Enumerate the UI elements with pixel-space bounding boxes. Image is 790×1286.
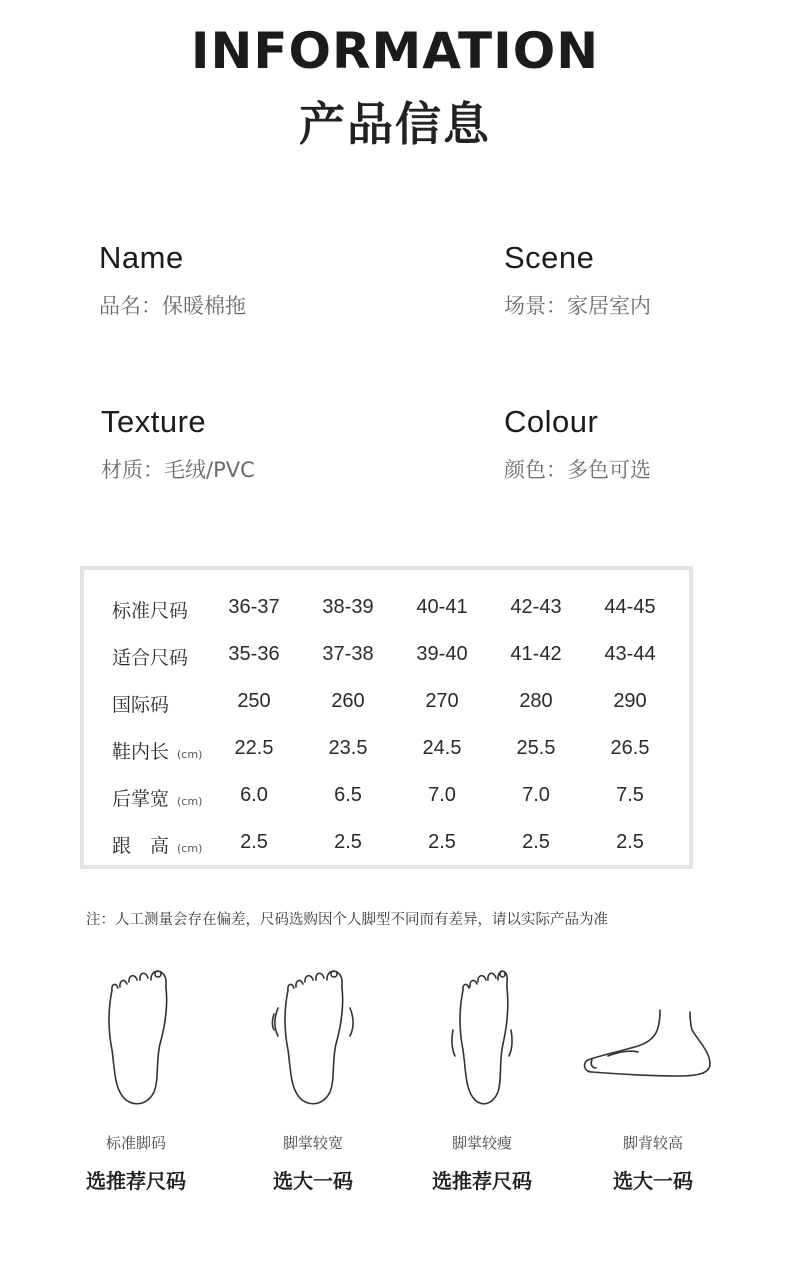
size-table — [80, 566, 693, 869]
size-cell: 23.5 — [328, 737, 368, 759]
size-cell: 2.5 — [428, 831, 456, 853]
size-cell: 2.5 — [522, 831, 550, 853]
size-cell: 44-45 — [604, 596, 656, 618]
foot-desc: 脚背较高 — [622, 1134, 683, 1152]
size-cell: 2.5 — [616, 831, 644, 853]
size-row-inner-length — [84, 737, 689, 767]
page-title-zh: 产品信息 — [299, 97, 491, 151]
size-row-fit — [84, 643, 689, 673]
foot-desc: 标准脚码 — [105, 1134, 166, 1152]
size-cell: 40-41 — [416, 596, 468, 618]
foot-advice: 选大一码 — [273, 1169, 353, 1193]
size-cell: 38-39 — [322, 596, 374, 618]
size-row-label: 标准尺码 — [112, 600, 189, 622]
info-scene-heading: Scene — [504, 240, 595, 275]
size-cell: 37-38 — [322, 643, 374, 665]
info-texture-heading: Texture — [101, 404, 207, 439]
foot-high-instep — [578, 960, 728, 1194]
size-row-label: 跟 高 (cm) — [112, 835, 203, 857]
info-colour-heading: Colour — [504, 404, 599, 439]
size-row-label: 后掌宽 (cm) — [112, 788, 203, 810]
foot-wide — [243, 960, 383, 1194]
size-cell: 43-44 — [604, 643, 656, 665]
size-cell: 290 — [613, 690, 647, 712]
size-cell: 25.5 — [516, 737, 556, 759]
foot-desc: 脚掌较瘦 — [451, 1134, 512, 1152]
info-scene — [504, 240, 651, 320]
size-cell: 26.5 — [610, 737, 650, 759]
foot-advice: 选大一码 — [613, 1169, 693, 1193]
standard-foot-icon — [96, 960, 176, 1110]
high-instep-foot-icon — [578, 960, 728, 1110]
page-title-en: INFORMATION — [190, 22, 600, 80]
size-unit: (cm) — [177, 795, 203, 808]
size-cell: 35-36 — [228, 643, 280, 665]
info-name-value: 品名：保暖棉拖 — [99, 294, 246, 318]
foot-advice: 选推荐尺码 — [432, 1169, 532, 1193]
info-name-heading: Name — [99, 240, 184, 275]
size-unit: (cm) — [177, 748, 203, 761]
size-cell: 36-37 — [228, 596, 280, 618]
measurement-note: 注：人工测量会存在偏差，尺码选购因个人脚型不同而有差异，请以实际产品为准 — [86, 912, 608, 928]
size-cell: 250 — [237, 690, 271, 712]
size-cell: 6.5 — [334, 784, 362, 806]
foot-desc: 脚掌较宽 — [282, 1134, 343, 1152]
size-cell: 22.5 — [234, 737, 274, 759]
size-cell: 280 — [519, 690, 553, 712]
size-cell: 39-40 — [416, 643, 468, 665]
size-cell: 7.0 — [428, 784, 456, 806]
size-row-international — [84, 690, 689, 720]
size-row-heel-height — [84, 831, 689, 861]
info-name — [99, 240, 246, 320]
size-cell: 24.5 — [422, 737, 462, 759]
size-cell: 7.0 — [522, 784, 550, 806]
size-unit: (cm) — [177, 842, 203, 855]
size-cell: 260 — [331, 690, 365, 712]
size-cell: 6.0 — [240, 784, 268, 806]
size-row-label: 适合尺码 — [112, 647, 189, 669]
narrow-foot-icon — [437, 960, 527, 1110]
size-row-label: 国际码 — [112, 694, 170, 716]
wide-foot-icon — [268, 960, 358, 1110]
size-cell: 7.5 — [616, 784, 644, 806]
foot-narrow — [412, 960, 552, 1194]
size-cell: 42-43 — [510, 596, 562, 618]
foot-advice: 选推荐尺码 — [86, 1169, 186, 1193]
size-cell: 270 — [425, 690, 459, 712]
size-row-label: 鞋内长 (cm) — [112, 741, 203, 763]
size-cell: 2.5 — [334, 831, 362, 853]
info-texture-value: 材质：毛绒/PVC — [101, 458, 255, 482]
foot-standard — [66, 960, 206, 1194]
info-scene-value: 场景：家居室内 — [504, 294, 651, 318]
size-cell: 41-42 — [510, 643, 562, 665]
info-colour — [504, 404, 651, 484]
size-cell: 2.5 — [240, 831, 268, 853]
size-row-heel-width — [84, 784, 689, 814]
info-texture — [101, 404, 255, 484]
size-row-standard — [84, 596, 689, 626]
info-colour-value: 颜色：多色可选 — [504, 458, 651, 482]
